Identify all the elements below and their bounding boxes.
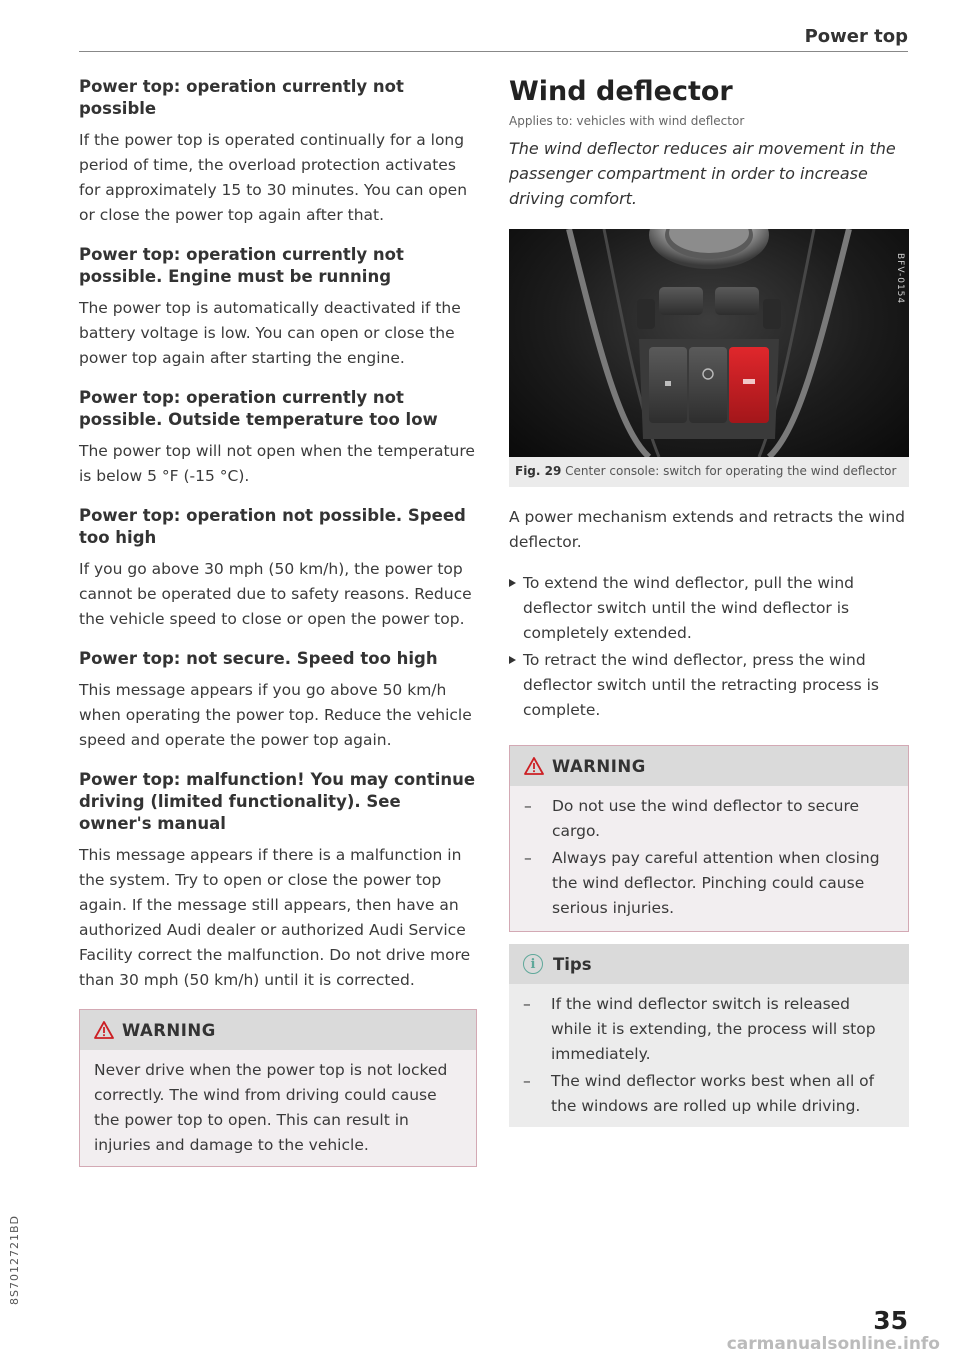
page-number: 35 (873, 1306, 908, 1335)
arrow-bullet-icon (509, 656, 516, 664)
figure-label: Fig. 29 (515, 464, 562, 478)
center-console-illustration (509, 229, 909, 457)
tip-item: – If the wind deflector switch is released while it is extending, the process will stop immediately. (523, 995, 876, 1063)
section-body: This message appears if you go above 50 km/h when operating the power top. Reduce the vehicle speed and operate the power top again. (79, 681, 472, 749)
left-column (79, 76, 477, 1179)
warning-title: WARNING (122, 1020, 216, 1040)
tips-body (509, 984, 909, 1127)
info-icon: i (523, 954, 543, 974)
warning-item: – Always pay careful attention when closing the wind deflector. Pinching could cause serious injuries. (524, 849, 880, 917)
warning-header (510, 746, 908, 786)
warning-item-text: Do not use the wind deflector to secure cargo. (552, 797, 860, 840)
warning-text: Never drive when the power top is not locked correctly. The wind from driving could cause the power top to open. This can result in injuries and damage to the vehicle. (94, 1061, 448, 1154)
tips-box (509, 944, 909, 1127)
warning-item-text: Always pay careful attention when closing the wind deflector. Pinching could cause serious injuries. (552, 849, 880, 917)
section-body: The power top will not open when the temperature is below 5 °F (-15 °C). (79, 442, 475, 485)
section-heading: Power top: malfunction! You may continue driving (limited functionality). See owner's manual (79, 770, 476, 833)
instruction-step-text: To extend the wind deflector, pull the wind deflector switch until the wind deflector is completely extended. (523, 574, 855, 642)
section-heading: Power top: operation currently not possible. Outside temperature too low (79, 388, 438, 429)
figure-caption (509, 457, 909, 487)
tip-item-text: If the wind deflector switch is released while it is extending, the process will stop immediately. (551, 995, 876, 1063)
warning-body (80, 1050, 476, 1166)
warning-triangle-icon (524, 757, 544, 775)
section-body: The power top is automatically deactivated if the battery voltage is low. You can open or close the power top again after starting the engine. (79, 299, 461, 367)
warning-list (524, 794, 894, 921)
instruction-step (509, 648, 909, 723)
instruction-step-text: To retract the wind deflector, press the wind deflector switch until the retracting process is complete. (523, 651, 879, 719)
header-rule (79, 51, 908, 52)
tips-list (523, 992, 895, 1119)
tip-item: – The wind deflector works best when all of the windows are rolled up while driving. (523, 1072, 875, 1115)
warning-header (80, 1010, 476, 1050)
arrow-bullet-icon (509, 579, 516, 587)
warning-item: – Do not use the wind deflector to secure cargo. (524, 797, 860, 840)
section-body: If you go above 30 mph (50 km/h), the power top cannot be operated due to safety reasons. Reduce the vehicle speed to close or open the power top. (79, 560, 472, 628)
right-column (509, 76, 909, 1127)
tip-item-text: The wind deflector works best when all of the windows are rolled up while driving. (551, 1072, 875, 1115)
document-code: 8S7012721BD (8, 1215, 21, 1305)
watermark: carmanualsonline.info (726, 1334, 940, 1354)
section-heading: Power top: not secure. Speed too high (79, 649, 438, 668)
instruction-step (509, 571, 909, 646)
instruction-steps (509, 571, 909, 723)
section-heading: Power top: operation currently not possible (79, 77, 404, 118)
warning-title: WARNING (552, 756, 646, 776)
warning-body (510, 786, 908, 931)
section-heading: Power top: operation not possible. Speed too high (79, 506, 466, 547)
section-body: This message appears if there is a malfunction in the system. Try to open or close the power top again. If the message still appears, then have an authorized Audi dealer or authorized Audi Service Facility correct the malfunction. Do not drive more than 30 mph (50 km/h) until it is corrected. (79, 846, 471, 989)
tips-header (509, 944, 909, 984)
section-body: If the power top is operated continually for a long period of time, the overload protection activates for approximately 15 to 30 minutes. You can open or close the power top again after that. (79, 131, 468, 224)
warning-box (79, 1009, 477, 1167)
tips-title: Tips (553, 954, 592, 974)
intro-paragraph: A power mechanism extends and retracts the wind deflector. (509, 508, 906, 551)
applies-to-note: Applies to: vehicles with wind deflector (509, 114, 745, 128)
page-header-title: Power top (804, 26, 908, 47)
lead-paragraph: The wind deflector reduces air movement in the passenger compartment in order to increase driving comfort. (509, 139, 896, 208)
section-title: Wind deflector (509, 76, 733, 107)
center-console-photo (509, 229, 909, 457)
section-heading: Power top: operation currently not possible. Engine must be running (79, 245, 404, 286)
warning-triangle-icon (94, 1021, 114, 1039)
warning-box (509, 745, 909, 932)
figure (509, 229, 909, 487)
figure-caption-text: Center console: switch for operating the wind deflector (565, 464, 897, 478)
figure-code: BFV-0154 (895, 253, 905, 305)
